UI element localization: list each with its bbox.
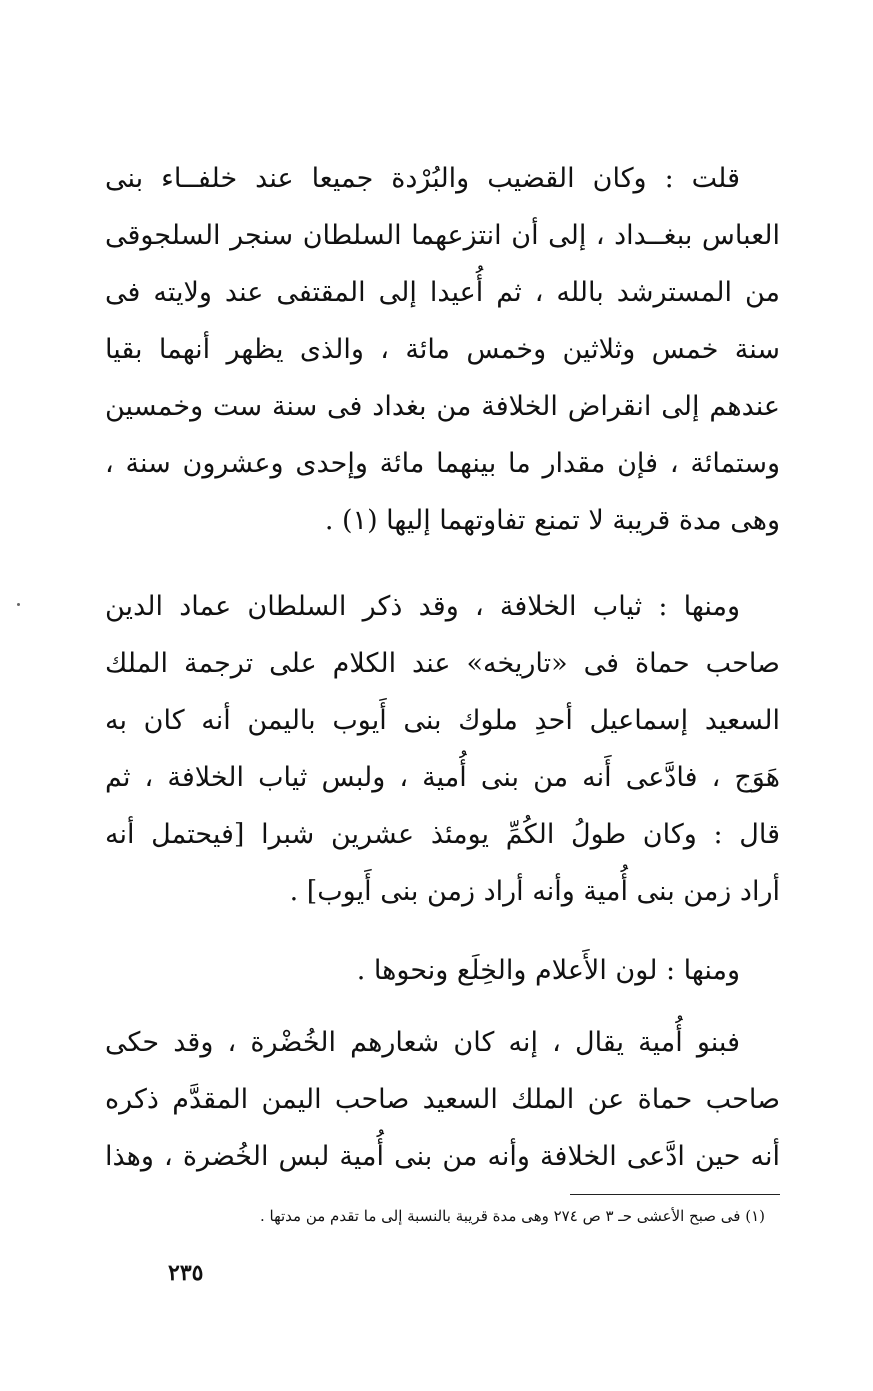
paragraph-line: أراد زمن بنى أُمية وأنه أراد زمن بنى أَيوب] . [289, 876, 780, 907]
paragraph-line: ومنها : ثياب الخلافة ، وقد ذكر السلطان عماد الدين [105, 591, 740, 622]
paragraph-line: سنة خمس وثلاثين وخمس مائة ، والذى يظهر أنهما بقيا [105, 334, 780, 365]
paragraph-2 [105, 578, 780, 920]
footnote: (١) فى صبح الأعشى حـ ٣ ص ٢٧٤ وهى مدة قريبة بالنسبة إلى ما تقدم من مدتها . [259, 1207, 765, 1225]
paragraph-line: السعيد إسماعيل أحدِ ملوك بنى أَيوب باليمن أنه كان به [105, 705, 780, 736]
page-number: ٢٣٥ [168, 1260, 204, 1286]
paragraph-line: العباس ببغــداد ، إلى أن انتزعهما السلطان سنجر السلجوقى [105, 220, 780, 251]
margin-mark [17, 603, 20, 606]
paragraph-line: صاحب حماة عن الملك السعيد صاحب اليمن المقدَّم ذكره [105, 1084, 780, 1115]
paragraph-line: ومنها : لون الأَعلام والخِلَع ونحوها . [356, 955, 740, 986]
paragraph-line: هَوَج ، فادَّعى أَنه من بنى أُمية ، ولبس ثياب الخلافة ، ثم [105, 762, 780, 793]
paragraph-line: عندهم إلى انقراض الخلافة من بغداد فى سنة ست وخمسين [105, 391, 780, 422]
paragraph-line: وستمائة ، فإن مقدار ما بينهما مائة وإحدى وعشرون سنة ، [105, 448, 780, 479]
paragraph-line: قال : وكان طولُ الكُمِّ يومئذ عشرين شبرا [فيحتمل أنه [105, 819, 780, 850]
paragraph-3 [105, 942, 780, 999]
paragraph-line: صاحب حماة فى «تاريخه» عند الكلام على ترجمة الملك [105, 648, 780, 679]
paragraph-line: أنه حين ادَّعى الخلافة وأنه من بنى أُمية لبس الخُضرة ، وهذا [105, 1141, 780, 1172]
paragraph-line: قلت : وكان القضيب والبُرْدة جميعا عند خلفــاء بنى [105, 163, 740, 194]
paragraph-line: فبنو أُمية يقال ، إنه كان شعارهم الخُضْرة ، وقد حكى [105, 1027, 740, 1058]
paragraph-1 [105, 150, 780, 549]
paragraph-4 [105, 1014, 780, 1185]
footnote-divider [570, 1194, 780, 1195]
paragraph-line: من المسترشد بالله ، ثم أُعيدا إلى المقتفى عند ولايته فى [105, 277, 780, 308]
paragraph-line: وهى مدة قريبة لا تمنع تفاوتهما إليها (١) . [324, 505, 780, 536]
